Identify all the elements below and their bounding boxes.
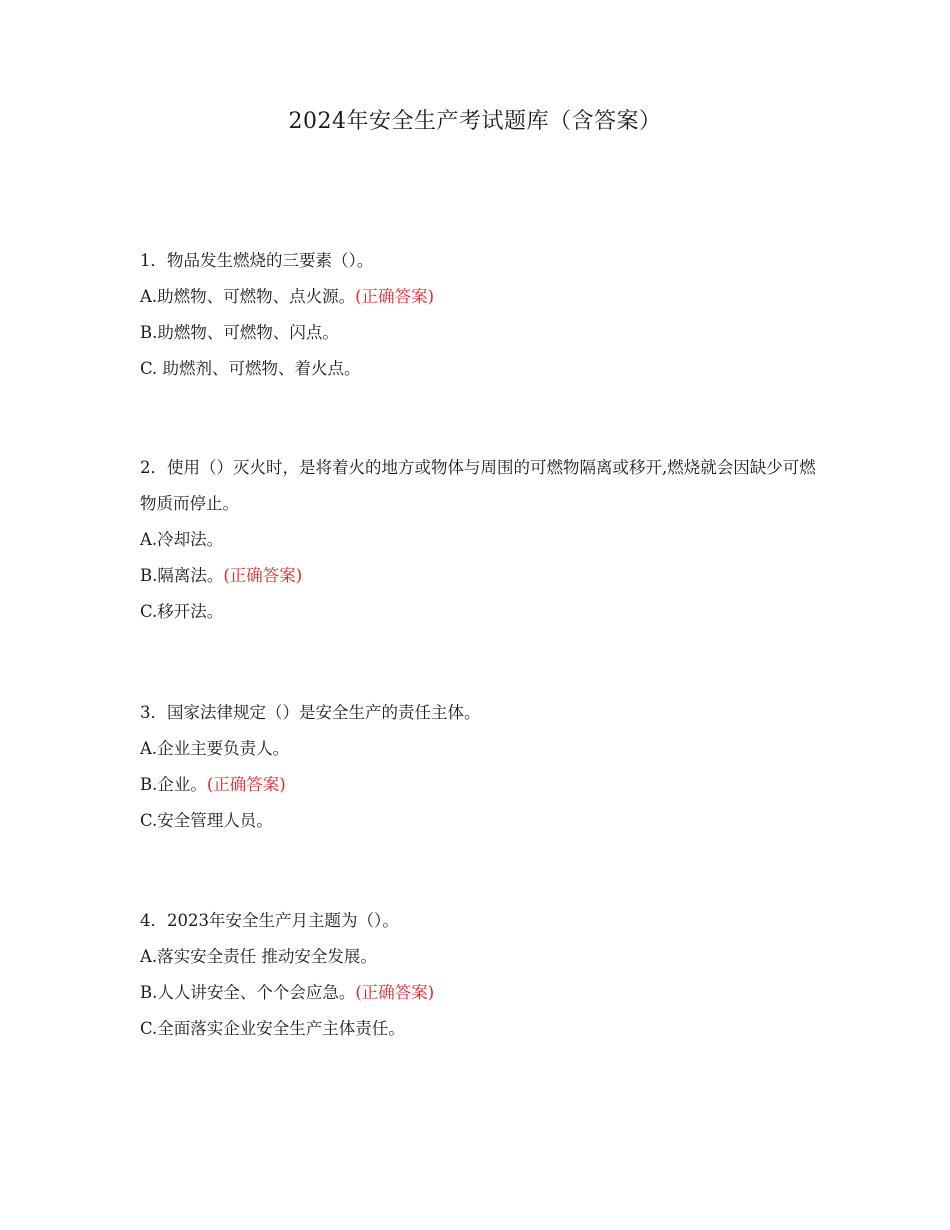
option-b — [140, 975, 820, 1011]
option-c — [140, 351, 820, 387]
correct-answer-tag: (正确答案) — [206, 775, 286, 794]
question-2 — [140, 450, 820, 630]
option-a — [140, 279, 820, 315]
document-title: 2024年安全生产考试题库（含答案） — [288, 109, 662, 134]
option-b — [140, 315, 820, 351]
option-text: C.移开法。 — [140, 602, 224, 621]
option-c — [140, 803, 820, 839]
question-stem: 1．物品发生燃烧的三要素（）。 — [140, 251, 374, 270]
question-stem: 3．国家法律规定（）是安全生产的责任主体。 — [140, 703, 481, 722]
correct-answer-tag: (正确答案) — [355, 287, 435, 306]
correct-answer-tag: (正确答案) — [355, 983, 435, 1002]
option-text: A.冷却法。 — [140, 530, 224, 549]
option-text: A.企业主要负责人。 — [140, 739, 290, 758]
question-1 — [140, 243, 820, 387]
option-text: B.人人讲安全、个个会应急。 — [140, 983, 356, 1002]
question-stem: 2．使用（）灭火时，是将着火的地方或物体与周围的可燃物隔离或移开,燃烧就会因缺少可燃物质而停止。 — [140, 458, 816, 513]
option-text: C.全面落实企业安全生产主体责任。 — [140, 1019, 405, 1038]
question-4 — [140, 903, 820, 1047]
option-text: C.安全管理人员。 — [140, 811, 273, 830]
option-text: B.隔离法。 — [140, 566, 224, 585]
question-stem: 4．2023年安全生产月主题为（）。 — [140, 911, 399, 930]
option-c — [140, 1011, 820, 1047]
option-a — [140, 522, 820, 558]
option-text: C. 助燃剂、可燃物、着火点。 — [140, 359, 361, 378]
option-c — [140, 594, 820, 630]
option-text: A.落实安全责任 推动安全发展。 — [140, 947, 377, 966]
option-text: B.助燃物、可燃物、闪点。 — [140, 323, 339, 342]
option-a — [140, 939, 820, 975]
option-b — [140, 767, 820, 803]
question-3 — [140, 695, 820, 839]
option-a — [140, 731, 820, 767]
correct-answer-tag: (正确答案) — [223, 566, 303, 585]
option-text: A.助燃物、可燃物、点火源。 — [140, 287, 356, 306]
option-b — [140, 558, 820, 594]
option-text: B.企业。 — [140, 775, 207, 794]
